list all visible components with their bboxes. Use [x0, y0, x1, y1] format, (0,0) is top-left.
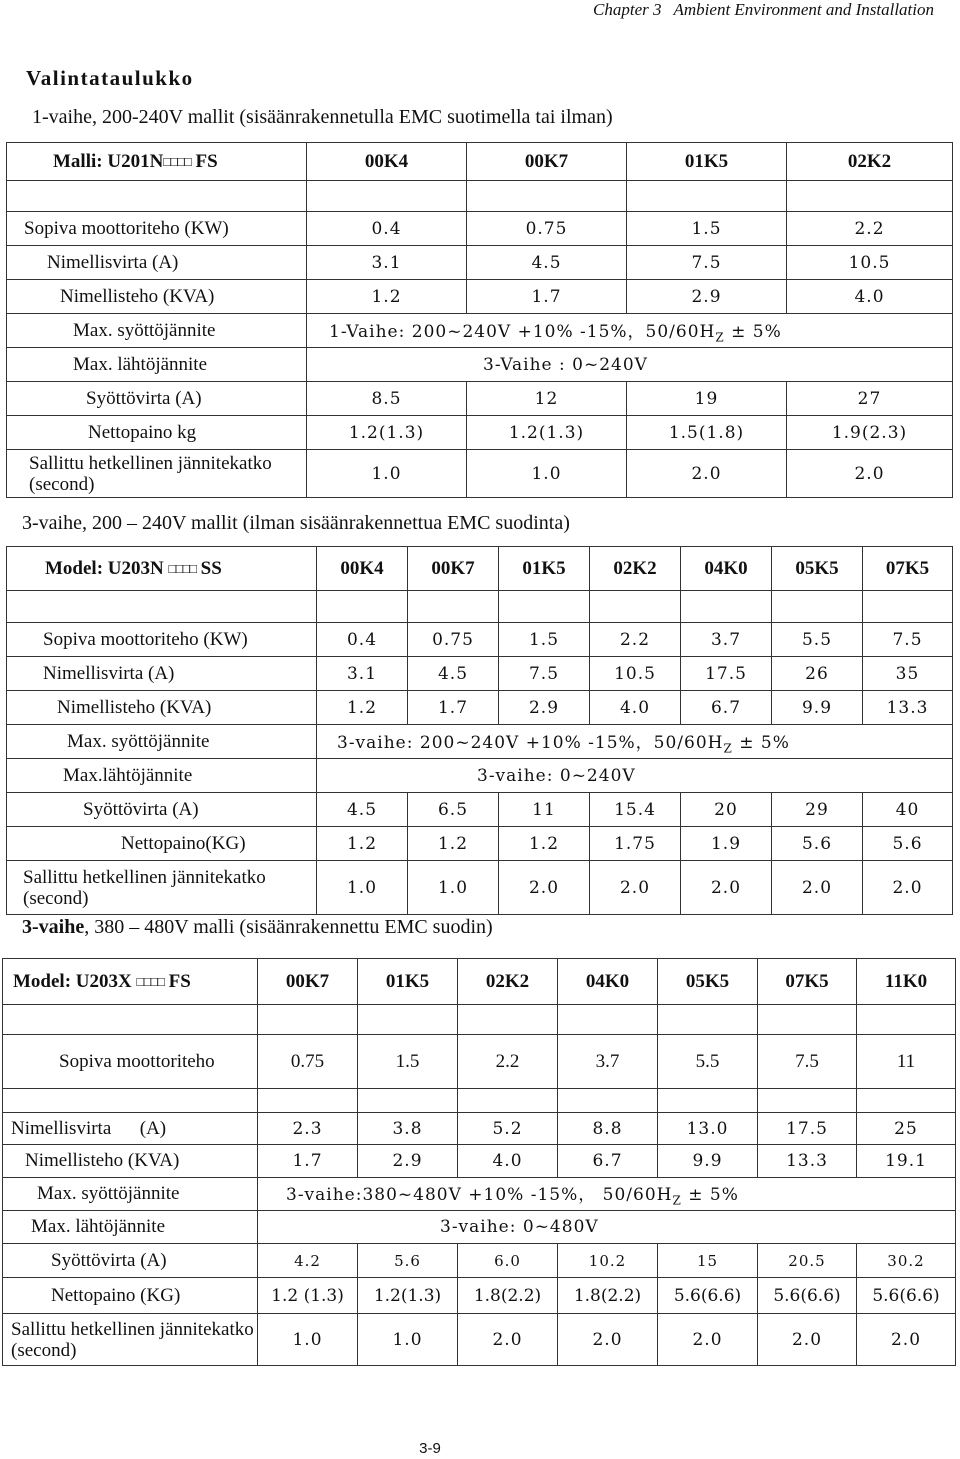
max-output-cell: 3-vaihe: 0~240V: [317, 759, 953, 793]
cell: 4.5: [467, 246, 627, 280]
table2: [6, 546, 953, 915]
table-row: [3, 1035, 956, 1089]
table1-spacer-row: [7, 181, 953, 212]
cell: 6.7: [558, 1145, 658, 1178]
table1-col-3: 02K2: [787, 143, 953, 181]
row-label: Nimellisvirta (A): [7, 657, 317, 691]
row-label: Max. lähtöjännite: [3, 1211, 258, 1244]
cell: 7.5: [758, 1035, 857, 1089]
table-row: [7, 348, 953, 382]
table-row: [7, 725, 953, 759]
table-row: [7, 280, 953, 314]
row-label: Sallittu hetkellinen jännitekatko (second): [7, 861, 317, 915]
table-row: [3, 1244, 956, 1278]
table3-col-6: 11K0: [857, 959, 956, 1005]
table-row: [7, 691, 953, 725]
cell: 2.9: [358, 1145, 458, 1178]
cell: 1.8(2.2): [458, 1278, 558, 1314]
cell: 5.5: [772, 623, 863, 657]
table3-model-cell: Model: U203X □□□□ FS: [3, 959, 258, 1005]
cell: 2.2: [590, 623, 681, 657]
cell: 13.3: [863, 691, 953, 725]
row-label: Max.lähtöjännite: [7, 759, 317, 793]
row-label: Sopiva moottoriteho: [3, 1035, 258, 1089]
table3-col-1: 01K5: [358, 959, 458, 1005]
cell: 1.2(1.3): [307, 416, 467, 450]
cell: 2.3: [258, 1113, 358, 1145]
row-label: Max. syöttöjännite: [7, 314, 307, 348]
cell: 17.5: [758, 1113, 857, 1145]
cell: 0.4: [317, 623, 408, 657]
table1-header-row: [7, 143, 953, 181]
cell: 1.2: [499, 827, 590, 861]
cell: 1.9: [681, 827, 772, 861]
cell: 5.6: [358, 1244, 458, 1278]
cell: 2.2: [787, 212, 953, 246]
cell: 2.0: [499, 861, 590, 915]
table-row: [7, 827, 953, 861]
table3-col-0: 00K7: [258, 959, 358, 1005]
cell: 35: [863, 657, 953, 691]
cell: 2.0: [772, 861, 863, 915]
cell: 1.75: [590, 827, 681, 861]
cell: 10.2: [558, 1244, 658, 1278]
cell: 2.0: [681, 861, 772, 915]
table1-col-0: 00K4: [307, 143, 467, 181]
cell: 2.0: [658, 1314, 758, 1366]
cell: 17.5: [681, 657, 772, 691]
cell: 10.5: [787, 246, 953, 280]
table2-col-6: 07K5: [863, 547, 953, 591]
cell: 9.9: [772, 691, 863, 725]
table-row: [7, 314, 953, 348]
table-row: [7, 450, 953, 498]
cell: 2.0: [857, 1314, 956, 1366]
cell: 2.9: [627, 280, 787, 314]
cell: 10.5: [590, 657, 681, 691]
cell: 1.9(2.3): [787, 416, 953, 450]
cell: 15.4: [590, 793, 681, 827]
cell: 11: [857, 1035, 956, 1089]
cell: 5.2: [458, 1113, 558, 1145]
cell: 2.2: [458, 1035, 558, 1089]
cell: 1.5(1.8): [627, 416, 787, 450]
table2-col-1: 00K7: [408, 547, 499, 591]
max-input-cell: 3-vaihe: 200~240V +10% -15%，$50/60H_Z \pm 5\%$: [317, 725, 953, 759]
running-header: [593, 0, 934, 20]
table-row: [7, 416, 953, 450]
max-output-cell: 3-Vaihe : 0~240V: [307, 348, 953, 382]
table-row: [3, 1314, 956, 1366]
cell: 19.1: [857, 1145, 956, 1178]
cell: 1.8(2.2): [558, 1278, 658, 1314]
cell: 1.7: [258, 1145, 358, 1178]
table-row: [3, 1278, 956, 1314]
cell: 4.0: [590, 691, 681, 725]
table1-col-1: 00K7: [467, 143, 627, 181]
table-row: [3, 1211, 956, 1244]
cell: 8.5: [307, 382, 467, 416]
cell: 7.5: [863, 623, 953, 657]
cell: 1.0: [467, 450, 627, 498]
cell: 1.5: [358, 1035, 458, 1089]
cell: 1.0: [408, 861, 499, 915]
cell: 7.5: [499, 657, 590, 691]
cell: 1.2 (1.3): [258, 1278, 358, 1314]
cell: 13.3: [758, 1145, 857, 1178]
table-row: [7, 246, 953, 280]
cell: 1.2: [317, 691, 408, 725]
cell: 5.6: [863, 827, 953, 861]
row-label: Nettopaino kg: [7, 416, 307, 450]
row-label: Nimellisteho (KVA): [3, 1145, 258, 1178]
cell: 8.8: [558, 1113, 658, 1145]
cell: 2.0: [758, 1314, 857, 1366]
cell: 0.4: [307, 212, 467, 246]
cell: 2.0: [590, 861, 681, 915]
table-row: [3, 1145, 956, 1178]
table1-model-cell: Malli: U201N□□□□ FS: [7, 143, 307, 181]
chapter-label: Chapter 3: [593, 0, 662, 19]
row-label: Sallittu hetkellinen jännitekatko (second): [7, 450, 307, 498]
cell: 20.5: [758, 1244, 857, 1278]
cell: 29: [772, 793, 863, 827]
row-label: Sallittu hetkellinen jännitekatko (second): [3, 1314, 258, 1366]
cell: 1.2: [408, 827, 499, 861]
cell: 0.75: [408, 623, 499, 657]
cell: 1.0: [258, 1314, 358, 1366]
table2-model-cell: Model: U203N □□□□ SS: [7, 547, 317, 591]
table-row: [7, 382, 953, 416]
cell: 11: [499, 793, 590, 827]
cell: 20: [681, 793, 772, 827]
table3-col-2: 02K2: [458, 959, 558, 1005]
cell: 6.0: [458, 1244, 558, 1278]
cell: 3.8: [358, 1113, 458, 1145]
row-label: Nimellisteho (KVA): [7, 280, 307, 314]
row-label: Sopiva moottoriteho (KW): [7, 212, 307, 246]
table3-spacer-row: [3, 1005, 956, 1035]
cell: 7.5: [627, 246, 787, 280]
cell: 2.0: [863, 861, 953, 915]
table2-spacer-row: [7, 591, 953, 623]
row-label: Nettopaino (KG): [3, 1278, 258, 1314]
max-input-cell: 1-Vaihe: 200~240V +10% -15%，$50/60H_Z \pm 5\%$: [307, 314, 953, 348]
table3-col-3: 04K0: [558, 959, 658, 1005]
page-title: Valintataulukko: [26, 66, 194, 90]
cell: 5.6: [772, 827, 863, 861]
cell: 2.0: [558, 1314, 658, 1366]
chapter-title: Ambient Environment and Installation: [673, 0, 934, 19]
cell: 15: [658, 1244, 758, 1278]
row-label: Nettopaino(KG): [7, 827, 317, 861]
cell: 0.75: [258, 1035, 358, 1089]
table2-header-row: [7, 547, 953, 591]
table3-spacer-row-2: [3, 1089, 956, 1113]
cell: 9.9: [658, 1145, 758, 1178]
cell: 13.0: [658, 1113, 758, 1145]
cell: 30.2: [857, 1244, 956, 1278]
row-label: Syöttövirta (A): [7, 382, 307, 416]
table2-caption: 3-vaihe, 200 – 240V mallit (ilman sisäänrakennettua EMC suodinta): [22, 512, 570, 534]
cell: 1.0: [358, 1314, 458, 1366]
table-row: [7, 657, 953, 691]
cell: 5.6(6.6): [758, 1278, 857, 1314]
cell: 4.5: [408, 657, 499, 691]
cell: 1.5: [627, 212, 787, 246]
row-label: Max. syöttöjännite: [7, 725, 317, 759]
table-row: [7, 793, 953, 827]
cell: 1.2: [317, 827, 408, 861]
cell: 3.1: [307, 246, 467, 280]
table3-header-row: [3, 959, 956, 1005]
cell: 2.9: [499, 691, 590, 725]
cell: 1.0: [317, 861, 408, 915]
cell: 6.7: [681, 691, 772, 725]
cell: 4.2: [258, 1244, 358, 1278]
row-label: Nimellisvirta (A): [3, 1113, 258, 1145]
row-label: Syöttövirta (A): [3, 1244, 258, 1278]
table2-col-0: 00K4: [317, 547, 408, 591]
table2-col-3: 02K2: [590, 547, 681, 591]
cell: 5.6(6.6): [857, 1278, 956, 1314]
cell: 27: [787, 382, 953, 416]
row-label: Nimellisteho (KVA): [7, 691, 317, 725]
cell: 1.7: [408, 691, 499, 725]
cell: 2.0: [787, 450, 953, 498]
cell: 1.2(1.3): [467, 416, 627, 450]
cell: 0.75: [467, 212, 627, 246]
cell: 26: [772, 657, 863, 691]
row-label: Nimellisvirta (A): [7, 246, 307, 280]
max-input-cell: 3-vaihe:380~480V +10% -15%， $50/60H_Z \pm 5\%$: [258, 1178, 956, 1211]
table1: [6, 142, 953, 498]
table3-col-5: 07K5: [758, 959, 857, 1005]
cell: 4.0: [458, 1145, 558, 1178]
max-output-cell: 3-vaihe: 0~480V: [258, 1211, 956, 1244]
table1-col-2: 01K5: [627, 143, 787, 181]
table-row: [7, 623, 953, 657]
cell: 1.2(1.3): [358, 1278, 458, 1314]
table-row: [3, 1113, 956, 1145]
cell: 19: [627, 382, 787, 416]
row-label: Syöttövirta (A): [7, 793, 317, 827]
row-label: Max. lähtöjännite: [7, 348, 307, 382]
table3-caption: 3-vaihe, 380 – 480V malli (sisäänrakennettu EMC suodin): [22, 916, 493, 938]
cell: 5.6(6.6): [658, 1278, 758, 1314]
cell: 25: [857, 1113, 956, 1145]
table3-col-4: 05K5: [658, 959, 758, 1005]
cell: 1.2: [307, 280, 467, 314]
table1-caption: 1-vaihe, 200-240V mallit (sisäänrakennetulla EMC suotimella tai ilman): [32, 106, 613, 128]
cell: 40: [863, 793, 953, 827]
table2-col-5: 05K5: [772, 547, 863, 591]
cell: 6.5: [408, 793, 499, 827]
table-row: [7, 861, 953, 915]
cell: 3.1: [317, 657, 408, 691]
cell: 3.7: [558, 1035, 658, 1089]
table2-col-2: 01K5: [499, 547, 590, 591]
cell: 1.0: [307, 450, 467, 498]
table-row: [7, 759, 953, 793]
cell: 4.5: [317, 793, 408, 827]
cell: 2.0: [458, 1314, 558, 1366]
cell: 12: [467, 382, 627, 416]
table-row: [3, 1178, 956, 1211]
row-label: Sopiva moottoriteho (KW): [7, 623, 317, 657]
cell: 2.0: [627, 450, 787, 498]
cell: 1.5: [499, 623, 590, 657]
row-label: Max. syöttöjännite: [3, 1178, 258, 1211]
table-row: [7, 212, 953, 246]
table3: [2, 958, 956, 1366]
cell: 1.7: [467, 280, 627, 314]
table2-col-4: 04K0: [681, 547, 772, 591]
cell: 3.7: [681, 623, 772, 657]
cell: 5.5: [658, 1035, 758, 1089]
cell: 4.0: [787, 280, 953, 314]
page-number: 3-9: [419, 1440, 441, 1457]
